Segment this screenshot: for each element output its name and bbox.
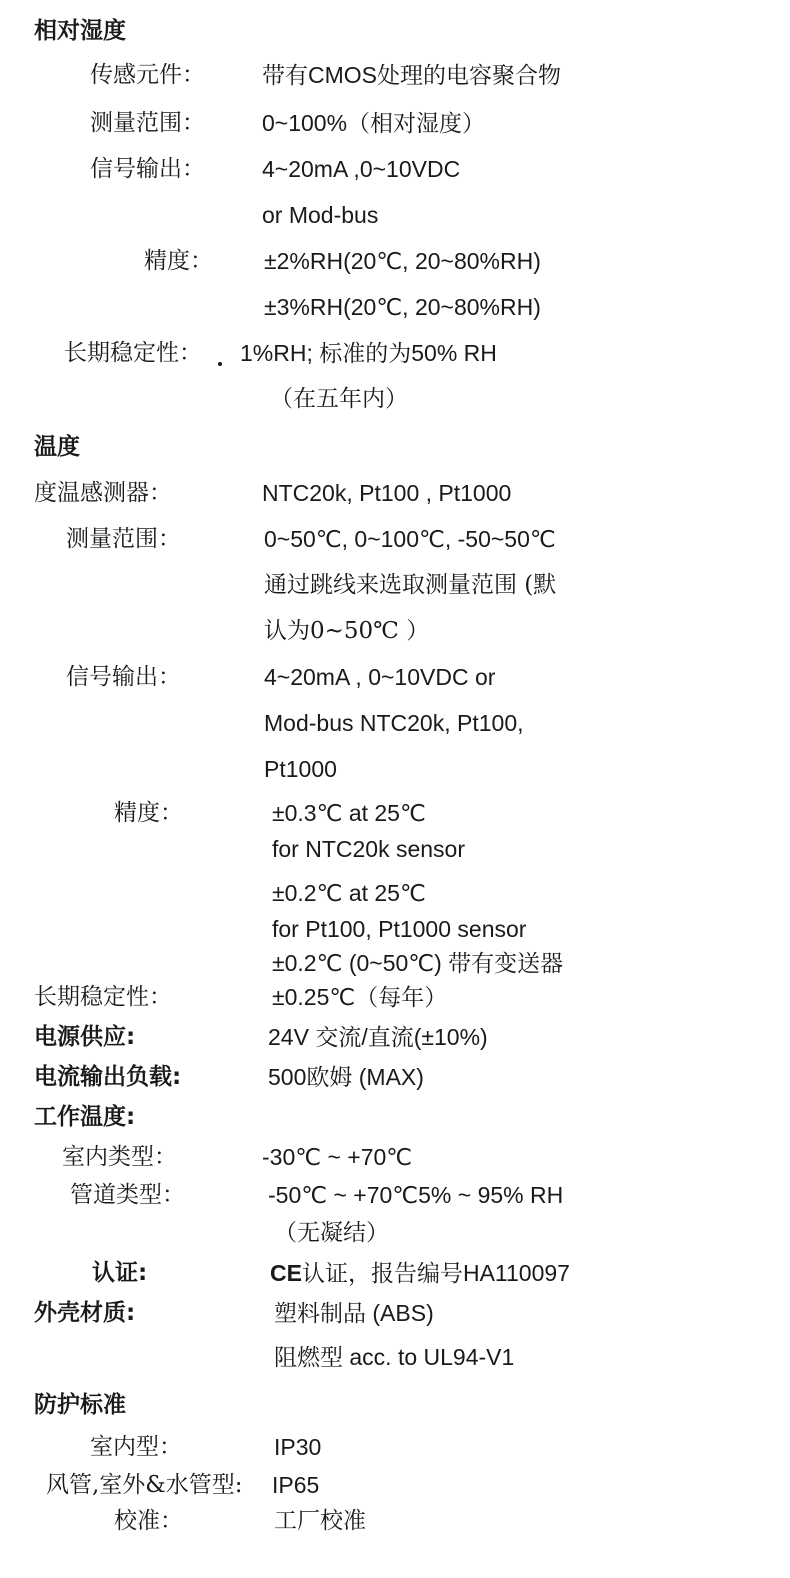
temperature-output-value-1: 4~20mA , 0~10VDC or <box>264 664 496 690</box>
protection-indoor-value: IP30 <box>274 1434 322 1460</box>
humidity-sensor-value: 带有CMOS处理的电容聚合物 <box>262 62 561 88</box>
operating-duct-label: 管道类型： <box>70 1182 185 1208</box>
housing-label: 外壳材质: <box>34 1300 136 1326</box>
protection-duct-value: IP65 <box>272 1472 320 1498</box>
load-value: 500欧姆 (MAX) <box>268 1064 424 1090</box>
ce-mark: CE <box>270 1260 302 1286</box>
humidity-range-label: 测量范围： <box>90 110 205 136</box>
temperature-accuracy-value-1: ±0.3℃ at 25℃ <box>272 800 426 826</box>
protection-indoor-label: 室内型： <box>90 1434 182 1460</box>
power-value: 24V 交流/直流(±10%) <box>268 1024 488 1050</box>
temperature-output-label: 信号输出： <box>66 664 181 690</box>
operating-indoor-label: 室内类型： <box>62 1144 177 1170</box>
temperature-range-value-2: 通过跳线来选取测量范围 (默 <box>264 572 557 598</box>
temperature-accuracy-value-2: for NTC20k sensor <box>272 836 466 862</box>
temperature-output-value-3: Pt1000 <box>264 756 337 782</box>
protection-heading: 防护标准 <box>34 1392 126 1418</box>
temperature-stability-label: 长期稳定性： <box>34 984 172 1010</box>
humidity-accuracy-label: 精度： <box>144 248 213 274</box>
humidity-output-value-1: 4~20mA ,0~10VDC <box>262 156 461 182</box>
temperature-stability-value: ±0.25℃（每年） <box>272 984 448 1010</box>
humidity-heading: 相对湿度 <box>34 18 126 44</box>
humidity-stability-label: 长期稳定性： <box>64 340 202 366</box>
certification-text: 认证，报告编号HA110097 <box>301 1260 570 1286</box>
temperature-accuracy-label: 精度： <box>114 800 183 826</box>
housing-value-2: 阻燃型 acc. to UL94-V1 <box>274 1344 515 1370</box>
temperature-range-value-1: 0~50℃, 0~100℃, -50~50℃ <box>264 526 556 552</box>
calibration-value: 工厂校准 <box>274 1508 366 1534</box>
temperature-accuracy-value-5: ±0.2℃ (0~50℃) 带有变送器 <box>272 950 564 976</box>
load-label: 电流输出负载: <box>34 1064 182 1090</box>
certification-label: 认证: <box>92 1260 148 1286</box>
temperature-accuracy-value-4: for Pt100, Pt1000 sensor <box>272 916 527 942</box>
temperature-sensor-value: NTC20k, Pt100 , Pt1000 <box>262 480 512 506</box>
temperature-sensor-label: 度温感测器： <box>34 480 172 506</box>
humidity-stability-value: 1%RH; 标准的为50% RH <box>240 340 497 366</box>
operating-temp-heading: 工作温度: <box>34 1104 136 1130</box>
temperature-range-value-3: 认为0~50℃ ） <box>264 618 430 644</box>
housing-value-1: 塑料制品 (ABS) <box>274 1300 434 1326</box>
operating-duct-note: （无凝结） <box>274 1220 389 1246</box>
temperature-accuracy-value-3: ±0.2℃ at 25℃ <box>272 880 426 906</box>
power-label: 电源供应: <box>34 1024 136 1050</box>
certification-value <box>270 1262 570 1285</box>
humidity-accuracy-value-2: ±3%RH(20℃, 20~80%RH) <box>264 294 541 320</box>
temperature-range-label: 测量范围： <box>66 526 181 552</box>
humidity-range-value: 0~100%（相对湿度） <box>262 110 486 136</box>
calibration-label: 校准： <box>114 1508 183 1534</box>
stray-dot <box>218 362 222 366</box>
operating-duct-value: -50℃ ~ +70℃5% ~ 95% RH <box>268 1182 564 1208</box>
humidity-sensor-label: 传感元件： <box>90 62 205 88</box>
humidity-output-value-2: or Mod-bus <box>262 202 379 228</box>
operating-indoor-value: -30℃ ~ +70℃ <box>262 1144 413 1170</box>
humidity-stability-note: （在五年内） <box>270 386 408 412</box>
protection-duct-label: 风管,室外&水管型: <box>46 1472 243 1498</box>
temperature-output-value-2: Mod-bus NTC20k, Pt100, <box>264 710 524 736</box>
temperature-heading: 温度 <box>34 434 80 460</box>
humidity-accuracy-value-1: ±2%RH(20℃, 20~80%RH) <box>264 248 541 274</box>
humidity-output-label: 信号输出： <box>90 156 205 182</box>
